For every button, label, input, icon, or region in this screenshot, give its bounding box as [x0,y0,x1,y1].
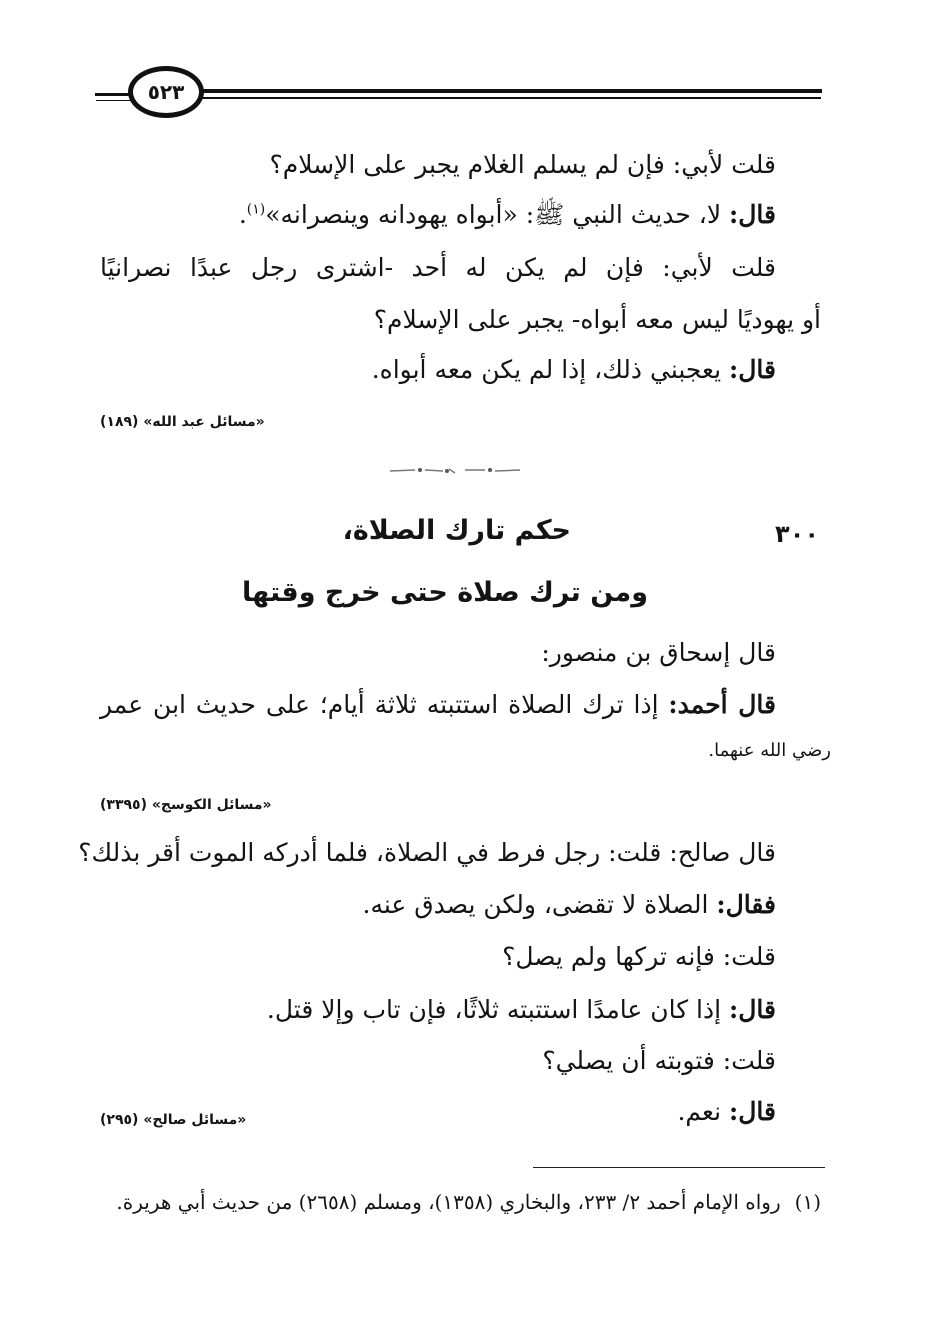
speaker-label: قال: [729,200,776,229]
text-line: قال أحمد: إذا ترك الصلاة استتبته ثلاثة أيام؛ على حديث ابن عمر [100,690,777,719]
text-line: قلت لأبي: فإن لم يسلم الغلام يجبر على الإسلام؟ [269,150,776,179]
text-line: قال: إذا كان عامدًا استتبته ثلاثًا، فإن تاب وإلا قتل. [266,995,776,1024]
page-number: ٥٢٣ [128,66,204,118]
speaker-label: فقال: [716,890,776,919]
text-line: قلت: فتوبته أن يصلي؟ [542,1046,776,1075]
section-number: ٣٠٠ [775,520,819,548]
section-title: حكم تارك الصلاة، [342,515,571,546]
text-line: قال: نعم. [677,1097,776,1126]
speaker-label: قال: [729,355,776,384]
footnote-text: رواه الإمام أحمد ٢/ ٢٣٣، والبخاري (١٣٥٨)، ومسلم (٢٦٥٨) من حديث أبي هريرة. [116,1190,781,1214]
text-line: قلت لأبي: فإن لم يكن له أحد -اشترى رجل عبدًا نصرانيًا [100,253,776,282]
text-line: قال صالح: قلت: رجل فرط في الصلاة، فلما أدركه الموت أقر بذلك؟ [78,838,776,867]
text-line: قال: لا، حديث النبي ﷺ: «أبواه يهودانه وينصرانه»$^{(١)}$. [238,200,776,229]
section-subtitle: ومن ترك صلاة حتى خرج وقتها [242,577,648,608]
text-line: قال إسحاق بن منصور: [541,638,776,667]
text-line: قلت: فإنه تركها ولم يصل؟ [502,942,776,971]
text-line: أو يهوديًا ليس معه أبواه- يجبر على الإسلام؟ [373,305,821,334]
source-citation: «مسائل عبد الله» (١٨٩) [100,414,265,430]
separator-ornament-icon [385,464,525,476]
speaker-label: قال: [729,1097,776,1126]
honorific: رضي الله عنهما. [708,740,831,761]
text-line: قال: يعجبني ذلك، إذا لم يكن معه أبواه. [371,355,776,384]
source-citation: «مسائل الكوسج» (٣٣٩٥) [100,797,272,813]
header-rule [200,89,822,93]
speaker-label: قال: [729,995,776,1024]
footnote [101,1187,821,1218]
source-citation: «مسائل صالح» (٢٩٥) [100,1112,247,1128]
footnote-ref: (١) [246,201,266,218]
footnote-marker: (١) [794,1190,821,1214]
speaker-label: قال أحمد: [668,690,777,719]
text-line: فقال: الصلاة لا تقضى، ولكن يصدق عنه. [362,890,776,919]
footnote-divider [533,1167,825,1168]
